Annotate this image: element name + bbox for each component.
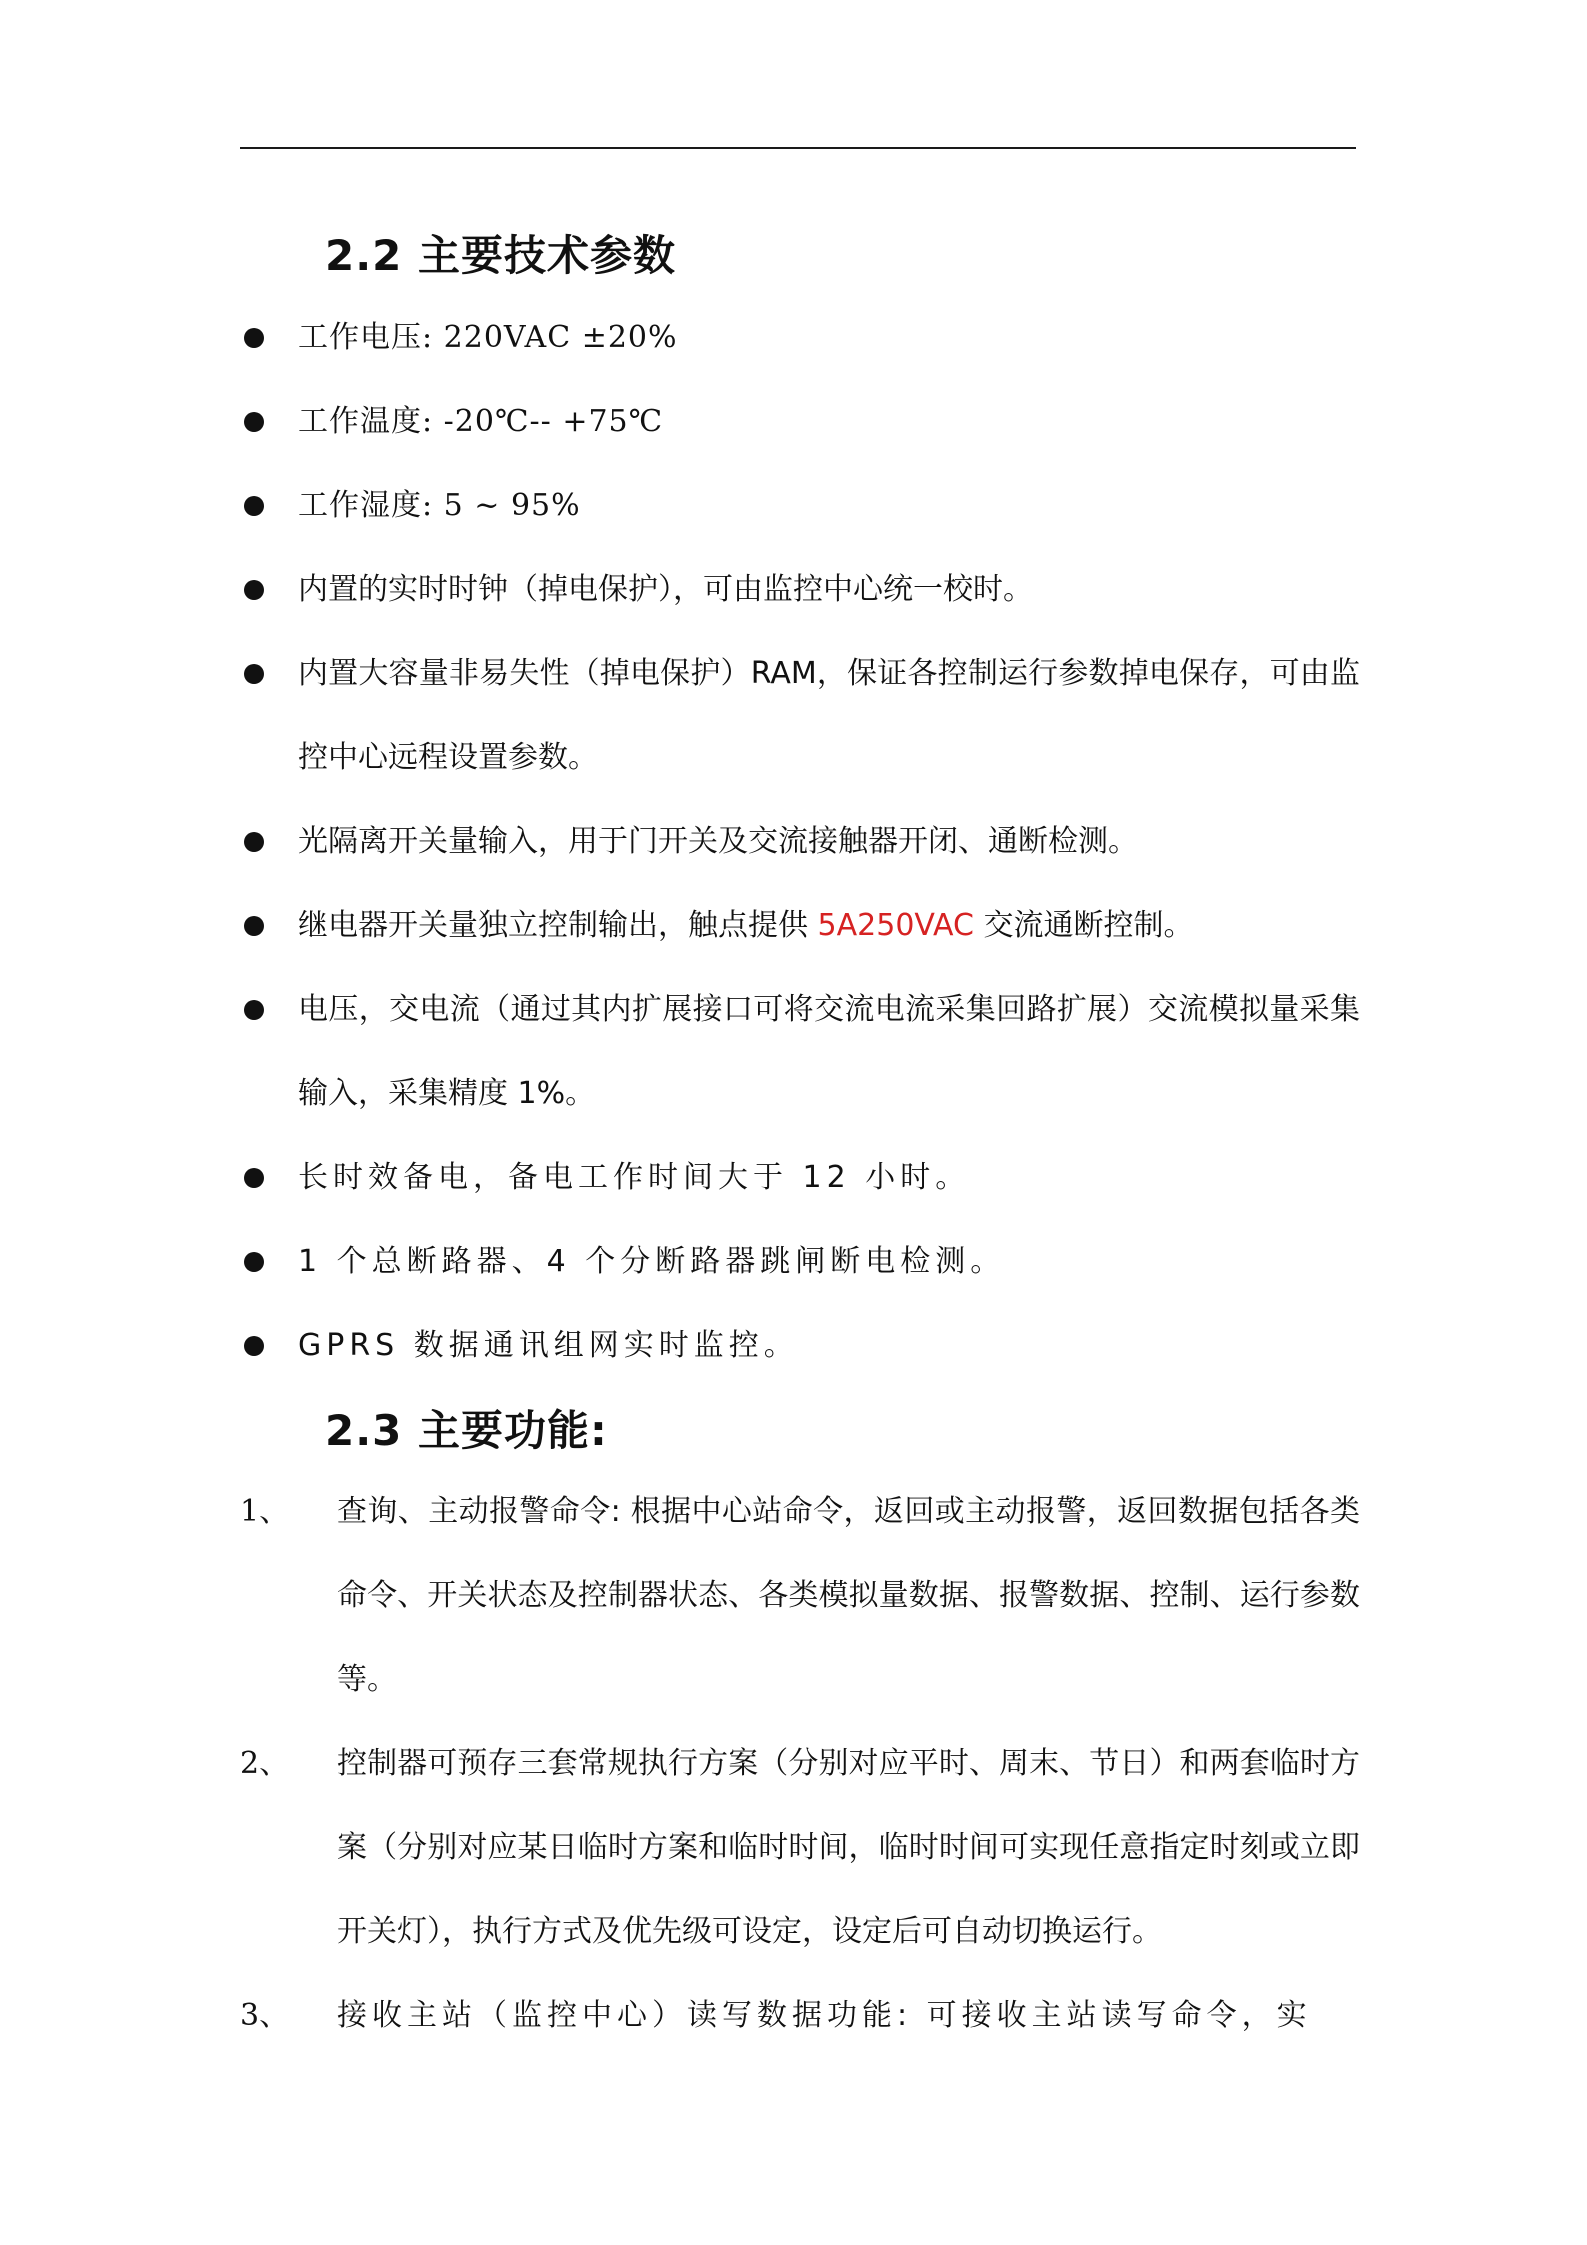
section-heading-2-3: 2.3 主要功能: (325, 1406, 608, 1455)
list-item (240, 380, 1360, 464)
list-item-text: 工作温度: -20℃-- +75℃ (298, 404, 664, 439)
list-item (240, 296, 1360, 380)
list-item-text: 长时效备电，备电工作时间大于 12 小时。 (298, 1160, 971, 1195)
list-item-text: 内置大容量非易失性（掉电保护）RAM，保证各控制运行参数掉电保存，可由监控中心远程设置参数。 (298, 656, 1360, 775)
list-item (240, 1974, 1360, 2058)
list-item-text: GPRS 数据通讯组网实时监控。 (298, 1328, 799, 1363)
list-item-text: 控制器可预存三套常规执行方案（分别对应平时、周末、节日）和两套临时方案（分别对应某日临时方案和临时时间，临时时间可实现任意指定时刻或立即开关灯），执行方式及优先级可设定，设定后可自动切换运行。 (337, 1746, 1360, 1949)
bullet-icon (244, 664, 264, 684)
list-item-text-before: 继电器开关量独立控制输出，触点提供 (298, 908, 818, 943)
list-item-number: 1、 (240, 1494, 290, 1529)
list-item (240, 1304, 1360, 1388)
bullet-icon (244, 328, 264, 348)
list-item (240, 548, 1360, 632)
section-heading-2-2: 2.2 主要技术参数 (325, 231, 677, 280)
bullet-icon (244, 580, 264, 600)
list-item-text: 工作湿度: 5 ~ 95% (298, 488, 581, 523)
list-item (240, 1722, 1360, 1974)
technical-parameters-list (240, 296, 1360, 1388)
bullet-icon (244, 1336, 264, 1356)
list-item-text: 1 个总断路器、4 个分断路器跳闸断电检测。 (298, 1244, 1006, 1279)
list-item-number: 2、 (240, 1746, 290, 1781)
list-item-text: 光隔离开关量输入，用于门开关及交流接触器开闭、通断检测。 (298, 824, 1138, 859)
highlighted-rating: 5A250VAC (817, 908, 974, 943)
list-item-text: 内置的实时时钟（掉电保护），可由监控中心统一校时。 (298, 572, 1033, 607)
list-item (240, 1220, 1360, 1304)
list-item (240, 800, 1360, 884)
list-item-text: 电压，交电流（通过其内扩展接口可将交流电流采集回路扩展）交流模拟量采集输入，采集精度 1%。 (298, 992, 1360, 1111)
main-functions-list (240, 1470, 1360, 2058)
list-item (240, 632, 1360, 800)
list-item (240, 1470, 1360, 1722)
list-item (240, 968, 1360, 1136)
bullet-icon (244, 1252, 264, 1272)
list-item-text: 工作电压: 220VAC ±20% (298, 320, 678, 355)
list-item (240, 1136, 1360, 1220)
bullet-icon (244, 1168, 264, 1188)
header-rule (240, 147, 1356, 149)
list-item-text-after: 交流通断控制。 (973, 908, 1194, 943)
list-item (240, 884, 1360, 968)
list-item-text: 接收主站（监控中心）读写数据功能: 可接收主站读写命令，实 (337, 1998, 1312, 2033)
bullet-icon (244, 832, 264, 852)
bullet-icon (244, 496, 264, 516)
bullet-icon (244, 1000, 264, 1020)
list-item (240, 464, 1360, 548)
bullet-icon (244, 916, 264, 936)
bullet-icon (244, 412, 264, 432)
list-item-text: 查询、主动报警命令: 根据中心站命令，返回或主动报警，返回数据包括各类命令、开关状态及控制器状态、各类模拟量数据、报警数据、控制、运行参数等。 (337, 1494, 1360, 1697)
list-item-number: 3、 (240, 1998, 290, 2033)
